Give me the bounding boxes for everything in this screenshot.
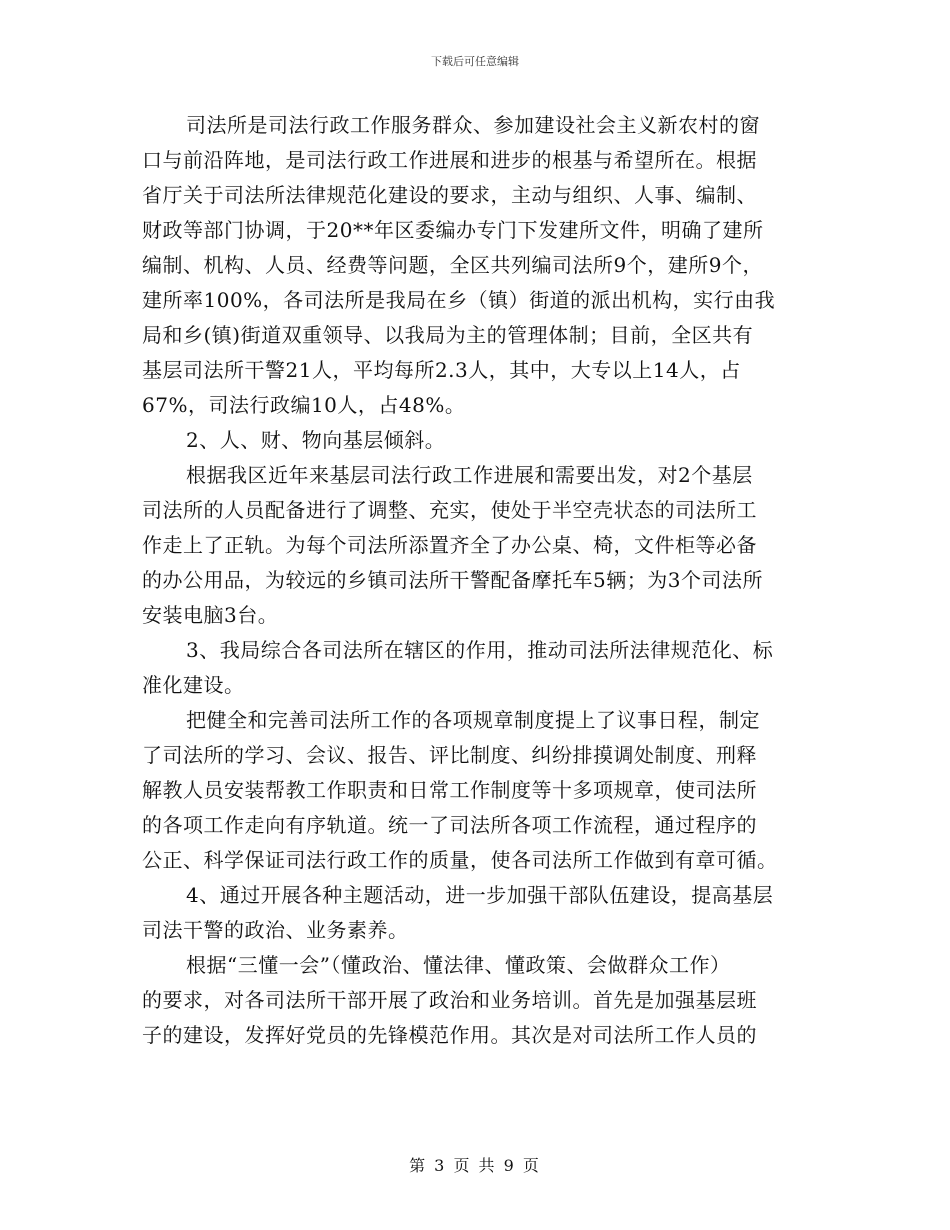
text-line: 的要求，对各司法所干部开展了政治和业务培训。首先是加强基层班 xyxy=(142,988,757,1012)
text-line: 解教人员安装帮教工作职责和日常工作制度等十多项规章，使司法所 xyxy=(142,778,757,802)
page-header: 下载后可任意编辑 xyxy=(431,55,519,68)
text-line: 了司法所的学习、会议、报告、评比制度、纠纷排摸调处制度、刑释 xyxy=(142,743,757,767)
text-line: 司法所的人员配备进行了调整、充实，使处于半空壳状态的司法所工 xyxy=(142,498,757,522)
text-line: 财政等部门协调，于20**年区委编办专门下发建所文件，明确了建所 xyxy=(142,218,764,242)
text-line: 司法所是司法行政工作服务群众、参加建设社会主义新农村的窗 xyxy=(186,113,760,137)
text-line: 把健全和完善司法所工作的各项规章制度提上了议事日程，制定 xyxy=(186,708,760,732)
text-line: 基层司法所干警21人，平均每所2.3人，其中，大专以上14人，占 xyxy=(142,358,741,382)
text-line: 公正、科学保证司法行政工作的质量，使各司法所工作做到有章可循。 xyxy=(142,848,778,872)
text-line: 局和乡(镇)街道双重领导、以我局为主的管理体制；目前，全区共有 xyxy=(142,323,754,347)
text-line: 的各项工作走向有序轨道。统一了司法所各项工作流程，通过程序的 xyxy=(142,813,757,837)
text-line: 67%，司法行政编10人，占48%。 xyxy=(142,393,466,417)
text-line: 作走上了正轨。为每个司法所添置齐全了办公桌、椅，文件柜等必备 xyxy=(142,533,757,557)
section-heading-cont: 准化建设。 xyxy=(142,673,245,697)
text-line: 根据我区近年来基层司法行政工作进展和需要出发，对2个基层 xyxy=(186,463,753,487)
text-line: 口与前沿阵地，是司法行政工作进展和进步的根基与希望所在。根据 xyxy=(142,148,757,172)
text-line: 编制、机构、人员、经费等问题，全区共列编司法所9个，建所9个， xyxy=(142,253,763,277)
section-heading-cont: 司法干警的政治、业务素养。 xyxy=(142,918,409,942)
section-heading: 2、人、财、物向基层倾斜。 xyxy=(186,428,446,452)
text-line: 根据“三懂一会”（懂政治、懂法律、懂政策、会做群众工作） xyxy=(186,953,731,977)
page-number: 第 3 页 共 9 页 xyxy=(409,1156,541,1175)
text-line: 的办公用品，为较远的乡镇司法所干警配备摩托车5辆；为3个司法所 xyxy=(142,568,763,592)
section-heading: 3、我局综合各司法所在辖区的作用，推动司法所法律规范化、标 xyxy=(186,638,774,662)
section-heading: 4、通过开展各种主题活动，进一步加强干部队伍建设，提高基层 xyxy=(186,883,774,907)
text-line: 省厅关于司法所法律规范化建设的要求，主动与组织、人事、编制、 xyxy=(142,183,757,207)
text-line: 安装电脑3台。 xyxy=(142,603,279,627)
text-line: 子的建设，发挥好党员的先锋模范作用。其次是对司法所工作人员的 xyxy=(142,1023,757,1047)
text-line: 建所率100%，各司法所是我局在乡（镇）街道的派出机构，实行由我 xyxy=(142,288,776,312)
document-body xyxy=(142,108,810,1053)
